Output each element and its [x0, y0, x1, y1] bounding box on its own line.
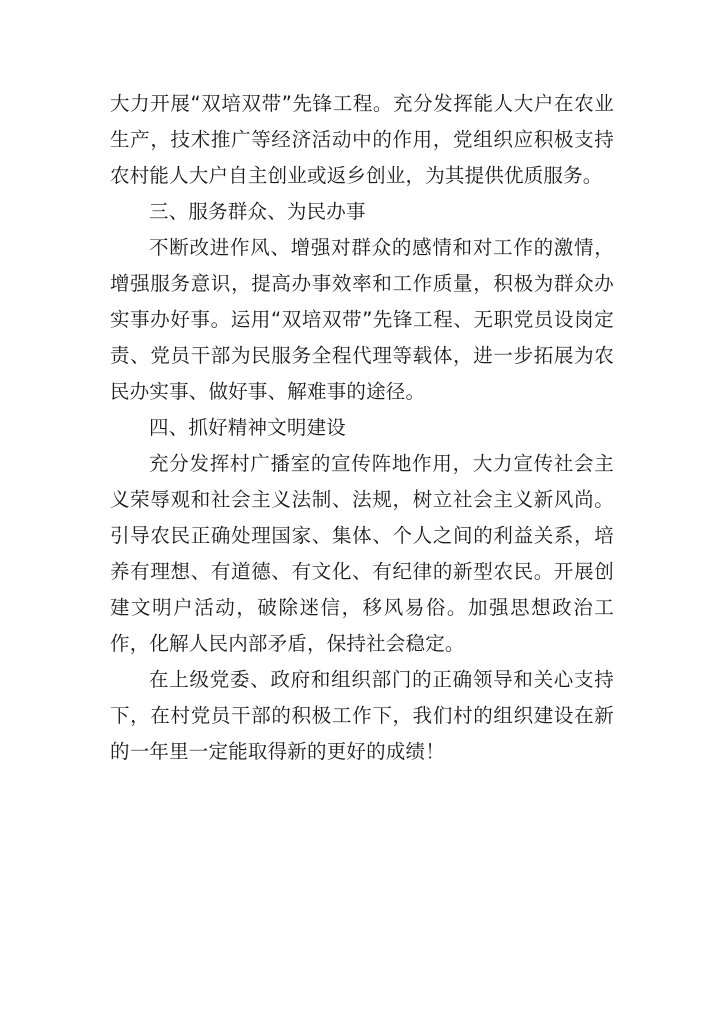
paragraph-conclusion: 在上级党委、政府和组织部门的正确领导和关心支持下，在村党员干部的积极工作下，我们村的组织建设在新的一年里一定能取得新的更好的成绩！ — [110, 668, 614, 763]
section-heading-4: 四、抓好精神文明建设 — [149, 416, 347, 439]
document-body — [110, 86, 614, 770]
section-heading-3: 三、服务群众、为民办事 — [149, 200, 366, 223]
paragraph-service: 不断改进作风、增强对群众的感情和对工作的激情，增强服务意识，提高办事效率和工作质量，积极为群众办实事办好事。运用“双培双带”先锋工程、无职党员设岗定责、党员干部为民服务全程代理等载体，进一步拓展为农民办实事、做好事、解难事的途径。 — [110, 236, 614, 403]
paragraph-continued: 大力开展“双培双带”先锋工程。充分发挥能人大户在农业生产，技术推广等经济活动中的作用，党组织应积极支持农村能人大户自主创业或返乡创业，为其提供优质服务。 — [110, 92, 614, 187]
paragraph-civilization: 充分发挥村广播室的宣传阵地作用，大力宣传社会主义荣辱观和社会主义法制、法规，树立社会主义新风尚。引导农民正确处理国家、集体、个人之间的利益关系，培养有理想、有道德、有文化、有纪律的新型农民。开展创建文明户活动，破除迷信，移风易俗。加强思想政治工作，化解人民内部矛盾，保持社会稳定。 — [110, 452, 614, 655]
